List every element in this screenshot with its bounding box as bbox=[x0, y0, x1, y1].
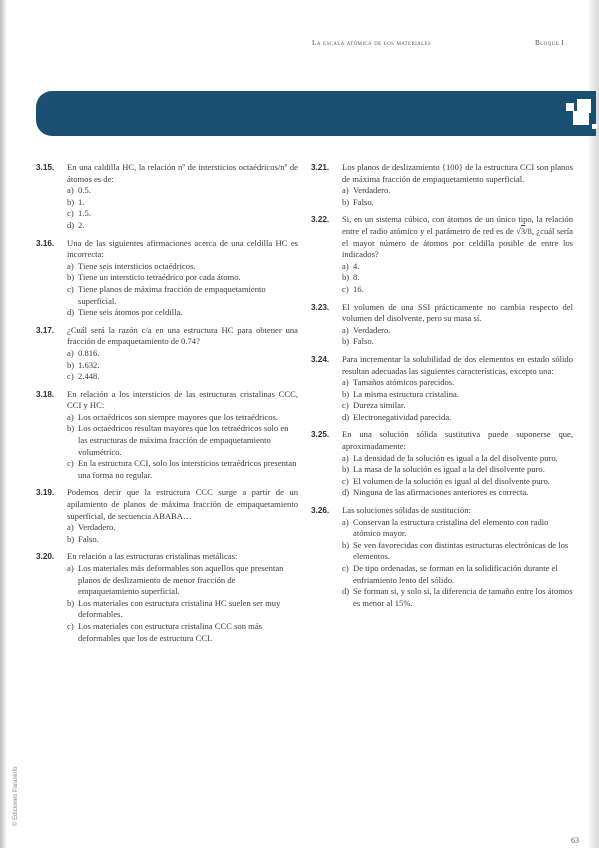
question-number: 3.23. bbox=[311, 302, 330, 312]
question-text: Una de las siguientes afirmaciones acerca de una celdilla HC es incorrecta: bbox=[67, 237, 298, 260]
answer-option bbox=[67, 360, 298, 372]
answer-option bbox=[67, 307, 298, 319]
option-text: Electronegatividad parecida. bbox=[353, 411, 452, 422]
option-letter: c) bbox=[67, 283, 74, 294]
copyright-notice bbox=[3, 700, 19, 830]
question-number: 3.17. bbox=[36, 325, 55, 335]
answer-option bbox=[67, 423, 298, 458]
banner-square-icon bbox=[566, 103, 574, 111]
question-block bbox=[311, 162, 573, 208]
answer-option bbox=[342, 517, 573, 540]
option-text: En la estructura CCI, solo los intersticios tetraédricos presentan una forma no regular. bbox=[78, 458, 297, 480]
answer-option bbox=[67, 220, 298, 232]
question-block bbox=[311, 354, 573, 424]
option-text: Se forman si, y solo si, la diferencia de tamaño entre los átomos es menor al 15%. bbox=[353, 586, 573, 608]
option-letter: d) bbox=[67, 307, 75, 318]
question-block bbox=[36, 551, 298, 644]
option-text: Tiene seis intersticios octaédricos. bbox=[78, 260, 196, 271]
option-text: Se ven favorecidas con distintas estructuras electrónicas de los elementos. bbox=[353, 539, 569, 562]
option-text: El volumen de la solución es igual al del disolvente puro. bbox=[353, 475, 550, 486]
option-text: Ninguna de las afirmaciones anteriores es correcta. bbox=[353, 487, 529, 498]
question-block bbox=[36, 162, 298, 232]
question-block bbox=[36, 238, 298, 319]
option-letter: c) bbox=[342, 475, 349, 486]
option-letter: d) bbox=[342, 411, 350, 422]
question-block bbox=[311, 214, 573, 295]
option-letter: a) bbox=[67, 411, 74, 422]
answer-option bbox=[342, 540, 573, 563]
answer-option bbox=[342, 325, 573, 337]
option-letter: a) bbox=[67, 260, 74, 271]
question-text: El volumen de una SSI prácticamente no cambia respecto del volumen del disolvente, pero su masa sí. bbox=[342, 301, 573, 324]
option-letter: b) bbox=[342, 388, 350, 399]
option-letter: b) bbox=[67, 597, 75, 608]
option-text: 2. bbox=[78, 219, 85, 230]
option-text: La masa de la solución es igual a la del disolvente puro. bbox=[353, 464, 545, 475]
question-text: ¿Cuál será la razón c/a en una estructura HC para obtener una fracción de empaquetamiento de 0.74? bbox=[67, 324, 298, 347]
answer-option bbox=[67, 522, 298, 534]
question-block bbox=[36, 325, 298, 383]
option-text: 1.632. bbox=[78, 359, 100, 370]
question-block bbox=[311, 429, 573, 499]
running-header bbox=[0, 38, 599, 52]
option-letter: b) bbox=[67, 359, 75, 370]
option-letter: a) bbox=[342, 260, 349, 271]
question-text-part: /8, ¿cuál sería el mayor número de átomos por celdilla posible de entre los indicados? bbox=[342, 225, 573, 260]
answer-option bbox=[342, 487, 573, 499]
banner-square-icon bbox=[592, 124, 597, 129]
option-letter: c) bbox=[342, 400, 349, 411]
option-letter: d) bbox=[342, 487, 350, 498]
option-text: Verdadero. bbox=[78, 522, 116, 533]
running-title: La escala atómica de los materiales bbox=[312, 38, 432, 47]
answer-option bbox=[67, 534, 298, 546]
answer-option bbox=[67, 272, 298, 284]
option-text: Tiene seis átomos por celdilla. bbox=[78, 307, 183, 318]
question-text bbox=[342, 214, 573, 260]
answer-option bbox=[342, 336, 573, 348]
question-number: 3.15. bbox=[36, 163, 55, 172]
question-text: En relación a los intersticios de las estructuras cristalinas CCC, CCI y HC: bbox=[67, 388, 298, 411]
answer-option bbox=[67, 621, 298, 644]
option-text: Falso. bbox=[78, 533, 99, 544]
question-text: En una solución sólida sustitutiva puede suponerse que, aproximadamente: bbox=[342, 429, 573, 452]
option-text: Tamaños atómicos parecidos. bbox=[353, 377, 455, 388]
option-text: 0.816. bbox=[78, 347, 100, 358]
chapter-banner bbox=[36, 91, 596, 136]
option-text: Verdadero. bbox=[353, 324, 391, 335]
answer-option bbox=[342, 185, 573, 197]
answer-option bbox=[342, 453, 573, 465]
option-letter: a) bbox=[342, 185, 349, 196]
answer-option bbox=[342, 563, 573, 586]
answer-option bbox=[67, 261, 298, 273]
answer-option bbox=[342, 476, 573, 488]
option-letter: a) bbox=[67, 563, 74, 573]
answer-option bbox=[342, 272, 573, 284]
answer-option bbox=[67, 348, 298, 360]
option-text: Los materiales con estructura cristalina CCC son más deformables que los de estructura CCI. bbox=[78, 620, 263, 643]
answer-option bbox=[67, 598, 298, 621]
answer-option bbox=[342, 389, 573, 401]
question-block bbox=[311, 302, 573, 348]
option-letter: a) bbox=[67, 522, 74, 533]
option-text: 16. bbox=[353, 283, 364, 294]
option-text: Tiene un intersticio tetraédrico por cada átomo. bbox=[78, 272, 241, 283]
answer-option bbox=[67, 197, 298, 209]
question-text: En una caldilla HC, la relación nº de intersticios octaédricos/nº de átomos es de: bbox=[67, 162, 298, 184]
question-text-part: Si, en un sistema cúbico, con átomos de un único tipo, la relación entre el radio atómico y el parámetro de red es de bbox=[342, 214, 573, 236]
question-number: 3.21. bbox=[311, 163, 330, 172]
question-number: 3.24. bbox=[311, 354, 330, 364]
question-number: 3.18. bbox=[36, 389, 55, 399]
answer-option bbox=[67, 563, 298, 598]
answer-option bbox=[67, 284, 298, 307]
sqrt-radicand: 3 bbox=[520, 225, 526, 236]
option-letter: b) bbox=[342, 464, 350, 475]
question-block bbox=[311, 505, 573, 609]
banner-square-icon bbox=[573, 111, 589, 125]
answer-option bbox=[67, 208, 298, 220]
right-question-column bbox=[311, 162, 573, 615]
option-text: 2.448. bbox=[78, 371, 100, 382]
option-text: 1. bbox=[78, 196, 85, 207]
question-number: 3.22. bbox=[311, 215, 330, 225]
answer-option bbox=[342, 377, 573, 389]
question-number: 3.20. bbox=[36, 552, 55, 562]
option-text: De tipo ordenadas, se forman en la solidificación durante el enfriamiento lento del sólido. bbox=[353, 563, 558, 585]
option-letter: b) bbox=[67, 196, 75, 207]
option-text: Verdadero. bbox=[353, 185, 391, 196]
answer-option bbox=[67, 458, 298, 481]
question-block bbox=[36, 389, 298, 482]
option-text: 8. bbox=[353, 272, 360, 283]
option-letter: c) bbox=[342, 563, 349, 573]
option-letter: c) bbox=[342, 283, 349, 294]
option-letter: a) bbox=[342, 516, 349, 527]
option-letter: c) bbox=[67, 458, 74, 469]
left-question-column bbox=[36, 162, 298, 650]
option-text: 4. bbox=[353, 260, 360, 271]
copyright-text: © Ediciones Paraninfo bbox=[13, 766, 19, 826]
question-text: Para incrementar la solubilidad de dos elementos en estado sólido resultan adecuadas las siguientes características, excepto una: bbox=[342, 353, 573, 376]
answer-option bbox=[342, 400, 573, 412]
page-number: 63 bbox=[571, 836, 579, 845]
question-number: 3.25. bbox=[311, 430, 330, 440]
option-text: 1.5. bbox=[78, 208, 91, 219]
answer-option bbox=[342, 412, 573, 424]
answer-option bbox=[342, 464, 573, 476]
option-text: La misma estructura cristalina. bbox=[353, 388, 459, 399]
answer-option bbox=[342, 586, 573, 609]
question-block bbox=[36, 487, 298, 545]
section-label: Bloque I bbox=[535, 38, 564, 47]
option-text: Falso. bbox=[353, 336, 374, 347]
option-text: Los octaédricos resultan mayores que los tetraédricos solo en las estructuras de máxima fracción de empaquetamiento volumétrico. bbox=[78, 423, 289, 457]
answer-option bbox=[67, 371, 298, 383]
option-letter: c) bbox=[67, 620, 74, 631]
question-number: 3.19. bbox=[36, 488, 55, 498]
option-letter: c) bbox=[67, 208, 74, 219]
option-letter: a) bbox=[342, 377, 349, 388]
option-letter: b) bbox=[342, 336, 350, 347]
option-letter: d) bbox=[67, 219, 75, 230]
option-text: 0.5. bbox=[78, 185, 91, 196]
answer-option bbox=[67, 412, 298, 424]
question-text: Las soluciones sólidas de sustitución: bbox=[342, 505, 471, 516]
option-letter: b) bbox=[342, 539, 350, 550]
question-text: Podemos decir que la estructura CCC surge a partir de un apilamiento de planos de máxima fracción de empaquetamiento superficial, de secuencia ABABA… bbox=[67, 487, 298, 521]
option-letter: b) bbox=[342, 272, 350, 283]
question-number: 3.16. bbox=[36, 238, 55, 248]
option-letter: d) bbox=[342, 586, 350, 597]
option-letter: a) bbox=[67, 185, 74, 196]
option-letter: a) bbox=[342, 452, 349, 463]
option-text: Conservan la estructura cristalina del elemento con radio atómico mayor. bbox=[353, 516, 549, 539]
option-text: Los materiales con estructura cristalina HC suelen ser muy deformables. bbox=[78, 597, 281, 620]
option-text: Falso. bbox=[353, 196, 374, 207]
option-letter: a) bbox=[342, 324, 349, 335]
question-text: Los planos de deslizamiento {100} de la estructura CCI son planos de máxima fracción de empaquetamiento superficial. bbox=[342, 162, 573, 184]
option-letter: b) bbox=[342, 196, 350, 207]
question-number: 3.26. bbox=[311, 506, 330, 516]
answer-option bbox=[342, 261, 573, 273]
option-letter: c) bbox=[67, 371, 74, 382]
option-letter: b) bbox=[67, 272, 75, 283]
option-text: Los octaédricos son siempre mayores que los tetraédricos. bbox=[78, 411, 278, 422]
answer-option bbox=[342, 284, 573, 296]
option-letter: a) bbox=[67, 347, 74, 358]
answer-option bbox=[342, 197, 573, 209]
option-text: Los materiales más deformables son aquellos que presentan planos de deslizamiento de menor fracción de empaquetamiento superficial. bbox=[78, 563, 284, 597]
question-text: En relación a las estructuras cristalinas metálicas: bbox=[67, 551, 238, 562]
sqrt-symbol: √ bbox=[516, 225, 521, 236]
answer-option bbox=[67, 185, 298, 197]
option-text: Tiene planos de máxima fracción de empaquetamiento superficial. bbox=[78, 283, 266, 306]
option-letter: b) bbox=[67, 423, 75, 434]
option-text: Dureza similar. bbox=[353, 400, 406, 411]
option-text: La densidad de la solución es igual a la del disolvente puro. bbox=[353, 452, 558, 463]
option-letter: b) bbox=[67, 533, 75, 544]
